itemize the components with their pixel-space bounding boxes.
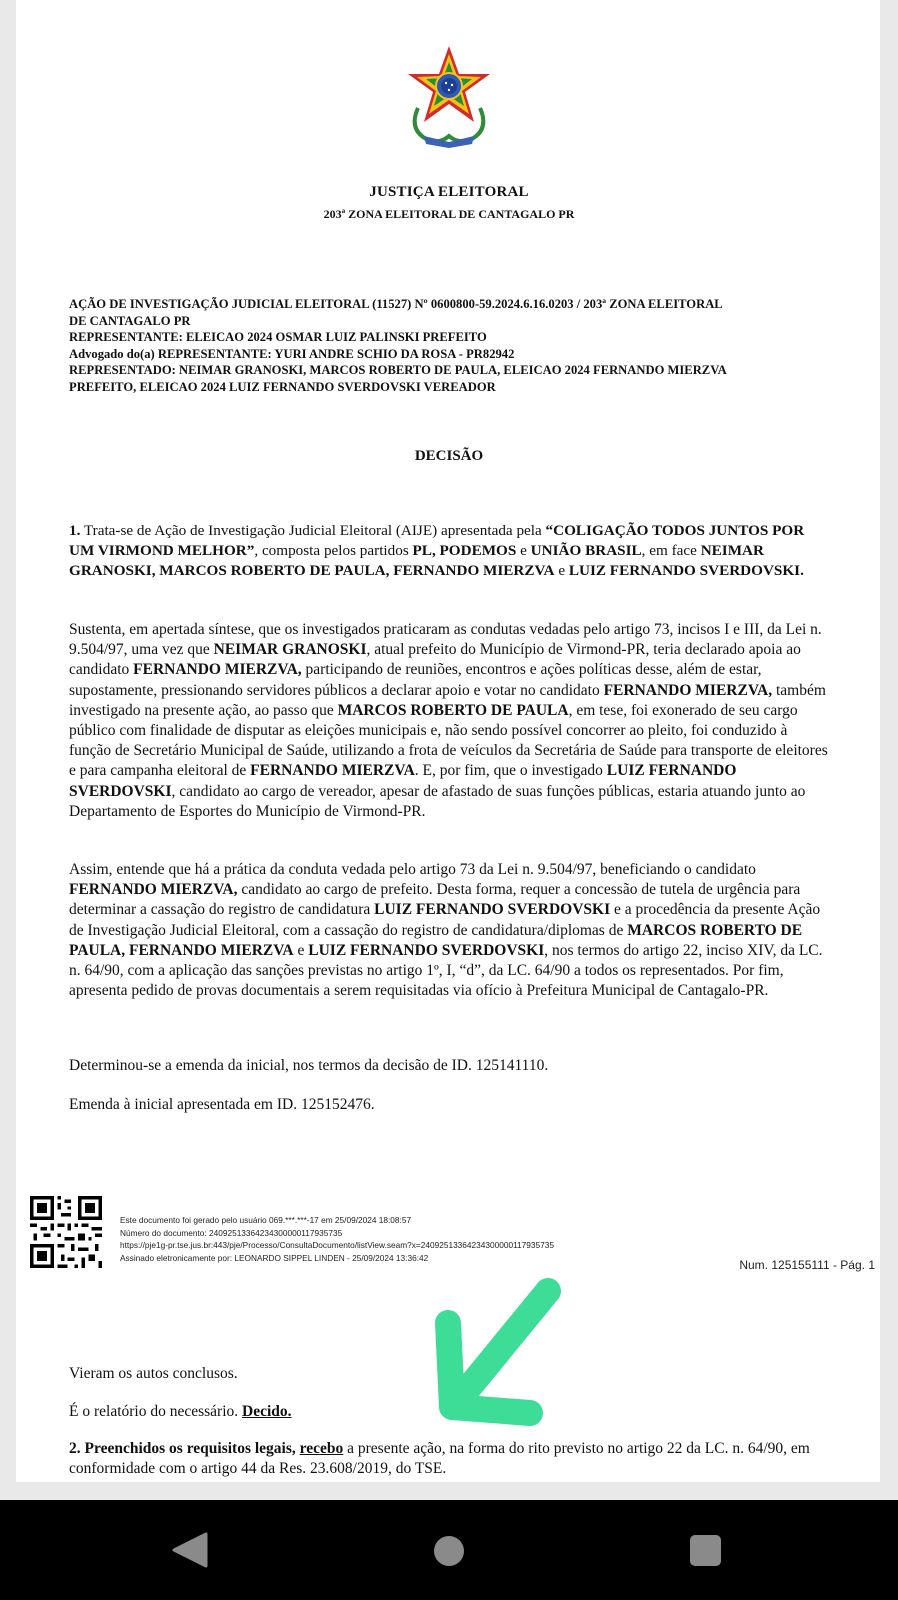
caption-line: AÇÃO DE INVESTIGAÇÃO JUDICIAL ELEITORAL (11527) Nº 0600800-59.2024.6.16.0203 / 203ª ZONA ELEITORAL: [69, 297, 723, 311]
page-number: Num. 125155111 - Pág. 1: [739, 1258, 875, 1272]
paragraph-3: Assim, entende que há a prática da conduta vedada pelo artigo 73 da Lei n. 9.504/97, beneficiando o candidato FERNANDO MIERZVA, candidato ao cargo de prefeito. Desta forma, requer a concessão de tutela de urgência para determinar a cassação do registro de candidatura LUIZ FERNANDO SVERDOVSKI e a procedência da presente Ação de Investigação Judicial Eleitoral, com a cassação do registro de candidatura/diplomas de MARCOS ROBERTO DE PAULA, FERNANDO MIERZVA e LUIZ FERNANDO SVERDOVSKI, nos termos do artigo 22, inciso XIV, da LC. n. 64/90, com a aplicação das sanções previstas no artigo 1º, I, “d”, da LC. 64/90 a todos os representados. Por fim, apresenta pedido de provas documentais a serem requisitadas via ofício à Prefeitura Municipal de Cantagalo-PR.: [69, 861, 823, 1000]
signature-metadata: Este documento foi gerado pelo usuário 069.***.***-17 em 25/09/2024 18:08:57 Número do documento: 24092513364234300000117935735 https://pje1g-pr.tse.jus.br:443/pje/Processo/ConsultaDocumento/listView.seam?x=24092513364234300000117935735 Assinado eletronicamente por: LEONARDO SIPPEL LINDEN - 25/09/2024 13:36:42: [120, 1215, 554, 1263]
caption-line: PREFEITO, ELEICAO 2024 LUIZ FERNANDO SVERDOVSKI VEREADOR: [69, 379, 496, 394]
paragraph-2: Sustenta, em apertada síntese, que os investigados praticaram as condutas vedadas pelo artigo 73, incisos I e III, da Lei n. 9.504/97, uma vez que NEIMAR GRANOSKI, atual prefeito do Município de Virmond-PR, teria declarado apoia ao candidato FERNANDO MIERZVA, participando de reuniões, encontros e ações políticas desse, além de estar, supostamente, pressionando servidores públicos a declarar apoio e votar no candidato FERNANDO MIERZVA, também investigado na presente ação, ao passo que MARCOS ROBERTO DE PAULA, em tese, foi exonerado de seu cargo público com finalidade de disputar as eleições municipais e, não sendo possível concorrer ao pleito, foi conduzido à função de Secretário Municipal de Saúde, utilizando a frota de veículos da Secretária de Saúde para transporte de eleitores e para campanha eleitoral de FERNANDO MIERZVA. E, por fim, que o investigado LUIZ FERNANDO SVERDOVSKI, candidato ao cargo de vereador, apesar de afastado de suas funções públicas, estaria atuando junto ao Departamento de Esportes do Município de Virmond-PR.: [69, 621, 828, 820]
paragraph-6: Vieram os autos conclusos.: [69, 1365, 238, 1382]
home-circle-icon[interactable]: [434, 1536, 464, 1566]
paragraph-8: 2. Preenchidos os requisitos legais, recebo a presente ação, na forma do rito previsto no artigo 22 da LC. n. 64/90, em conformidade com o artigo 44 da Res. 23.608/2019, do TSE.: [69, 1440, 810, 1478]
decision-title: DECISÃO: [414, 448, 484, 464]
brazil-coat-of-arms-icon: [404, 44, 494, 148]
caption-line: Advogado do(a) REPRESENTANTE: YURI ANDRE SCHIO DA ROSA - PR82942: [69, 346, 515, 361]
paragraph-7: É o relatório do necessário. Decido.: [69, 1403, 292, 1420]
document-footer: [30, 1196, 875, 1270]
electoral-zone: 203ª ZONA ELEITORAL DE CANTAGALO PR: [323, 207, 575, 221]
qr-code-icon: [30, 1196, 102, 1268]
caption-line: DE CANTAGALO PR: [69, 313, 191, 328]
back-triangle-icon[interactable]: [172, 1532, 212, 1568]
case-caption: [69, 296, 829, 395]
caption-line: REPRESENTANTE: ELEICAO 2024 OSMAR LUIZ PALINSKI PREFEITO: [69, 330, 487, 344]
court-name: JUSTIÇA ELEITORAL: [369, 184, 529, 200]
paragraph-5: Emenda à inicial apresentada em ID. 125152476.: [69, 1096, 375, 1113]
paragraph-4: Determinou-se a emenda da inicial, nos termos da decisão de ID. 125141110.: [69, 1057, 549, 1074]
caption-line: REPRESENTADO: NEIMAR GRANOSKI, MARCOS ROBERTO DE PAULA, ELEICAO 2024 FERNANDO MIERZVA: [69, 363, 727, 377]
recent-apps-square-icon[interactable]: [690, 1535, 721, 1566]
paragraph-1: 1. Trata-se de Ação de Investigação Judicial Eleitoral (AIJE) apresentada pela “COLIGAÇÃO TODOS JUNTOS POR UM VIRMOND MELHOR”, composta pelos partidos PL, PODEMOS e UNIÃO BRASIL, em face NEIMAR GRANOSKI, MARCOS ROBERTO DE PAULA, FERNANDO MIERZVA e LUIZ FERNANDO SVERDOVSKI.: [69, 522, 805, 580]
android-navigation-bar: [0, 1500, 898, 1600]
